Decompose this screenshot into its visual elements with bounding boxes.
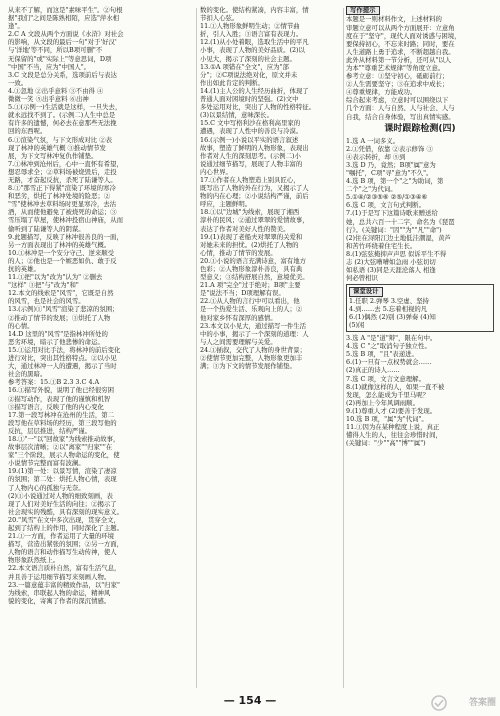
text-line: 现了林冲的英雄气概 ③推动情节发: [8, 143, 106, 152]
design-box-text: [349, 297, 491, 329]
text-line: 的影响，从文段的最后一句"对于'好汉': [8, 38, 117, 47]
text-line: 人生道路上勇于追求，不断超越自我。: [346, 47, 455, 56]
text-line: 表达了作者对美好人性的赞美。: [200, 224, 290, 233]
text-line: 参考立意：①坚守初心，砥砺前行；: [346, 72, 449, 81]
text-line: 社会的黑暗。: [8, 370, 47, 379]
text-line: 7.选 C 项，文言文意理解。: [346, 374, 425, 383]
text-line: 起到了结构上的作用，同时深化了主题。: [8, 524, 124, 532]
writing-tips-text: [346, 15, 494, 120]
text-line: 故事层次清晰；②以"离家""归家""在: [8, 443, 113, 452]
text-line: 貌的变化，寄寓了作者的深沉情感。: [8, 596, 111, 605]
text-line: 的氛围；第二处：烘托人物心情，表现: [8, 475, 117, 484]
text-line: 既写出了人物的外在行为，又揭示了人: [200, 184, 309, 193]
text-line: 为本""尊重艺术规律"等角度立意。: [346, 63, 445, 72]
text-line: "嘱托"，C项"寻"意为"不久"。: [346, 169, 433, 177]
text-line: 心情，推动了情节的发展。: [200, 248, 277, 257]
watermark-icon: [430, 695, 448, 711]
text-line: 6.选 C 项，文言句式判断。: [346, 201, 425, 210]
text-line: 3.C 文段是总分关系，选项前后与表达: [8, 70, 117, 79]
text-line: 自我，结合自身体验，写出真情实感。: [346, 112, 455, 121]
text-line: 中的小事，揭示了一个深刻的道理：人: [200, 329, 309, 338]
text-line: 抗的英雄。: [8, 265, 40, 273]
text-line: 偷听到了陆谦等人的阴谋。: [8, 224, 85, 233]
text-line: 21.A 项"完全"过于绝对；B项"主要: [200, 281, 301, 290]
text-line: 段写他在草料场的经历，第三段写他的: [8, 418, 117, 427]
text-line: 二个"之"为代词。: [346, 185, 397, 194]
text-line: 15.①运用对比手法，将林冲的前后变化: [8, 345, 121, 354]
text-line: "雪"使林冲去草料场时更显寒冷，去沽: [8, 200, 117, 209]
text-line: 志 (2)大弦嘈嘈如急雨 小弦切切: [346, 258, 436, 267]
text-line: 12.本文的线索是"风雪"，它既是自然: [8, 289, 114, 298]
text-line: 回的东西呢。: [8, 127, 47, 136]
text-line: 10.选 B 项，"属"为"代词"。: [346, 415, 428, 424]
text-line: ②使情节更加完整，人物形象更加丰: [200, 354, 303, 363]
text-line: 物形象跃然纸上。: [8, 556, 60, 565]
text-line: 11.①人物形象鲜明生动；②情节曲: [200, 22, 300, 31]
text-line: 大，通过林冲一人的遭遇，揭示了当时: [8, 362, 117, 371]
text-line: 恶劣环境，暗示了他悲惨的命运。: [8, 337, 104, 346]
text-line: 2.C A 文段从两个方面说《水浒》对社会: [8, 30, 124, 39]
text-line: 综合起来考虑，立意时可以围绕以下: [346, 96, 449, 105]
column-2: [200, 6, 340, 690]
text-line: ②推动了情节的发展；③烘托了人物: [8, 313, 111, 322]
text-line: 无路，才奋起反抗，杀死了陆谦等人。: [8, 175, 117, 184]
text-line: 反抗，层层推进，结构严谨。: [8, 426, 92, 435]
text-line: 逢"。: [8, 22, 24, 31]
text-line: 雪压塌了草屋，使林冲投宿山神庙，从而: [8, 216, 124, 225]
text-line: 20.①小说的语言充满诗意，富有地方: [200, 256, 307, 265]
text-line: 审题立意可以从两个方面展开：立意角: [346, 23, 455, 32]
text-line: 此外从材料第一节分析，还可从"以人: [346, 55, 452, 64]
text-line: 作者对人生的深刻思考。(示例二)小: [200, 151, 301, 160]
text-line: 4.选 C "之"取消句子独立性。: [346, 342, 431, 351]
text-line: 发现，怎么能成为千里马呢？: [346, 390, 430, 399]
text-line: 17.①作者在人物塑造上别具匠心，: [200, 175, 300, 184]
text-line: 4.到……去 5.忘着相视的凡: [349, 304, 428, 313]
text-line: 他对家乡怀有深厚的感情。: [200, 313, 277, 322]
text-line: 描写，营造出紧张的氛围；②另一方面，: [8, 540, 124, 549]
text-line: 9.(1)尊重人才 (2)要善于发现。: [346, 406, 437, 415]
text-line: 20."风雪"在文中多次出现，贯穿全文，: [8, 515, 120, 524]
text-line: 如私语 (3)同是天涯沦落人 相逢: [346, 266, 436, 275]
text-line: 微微一笑 ⑤出乎意料 ⑥出神: [8, 95, 89, 104]
page-number: — 154 —: [223, 694, 277, 707]
text-line: 14.(1)主人公的人生经历曲折，体现了: [200, 86, 309, 95]
text-line: ②人生需要坚守；③在追求中成长；: [346, 80, 449, 89]
text-line: 23.本文以小见大，通过描写一件生活: [200, 321, 307, 330]
section-heading: 课时跟踪检测(四): [384, 123, 456, 134]
answer-list: [346, 137, 494, 283]
text-line: 多处运用对比，突出了人物的性格特征。: [200, 103, 316, 112]
text-line: 与'洋地'等不同，所以B项可删"不: [8, 46, 103, 55]
text-line: 酒，从而使他避免了被烧死的命运；③: [8, 208, 117, 217]
text-line: 折，引人入胜；③语言富有表现力。: [200, 30, 303, 39]
answer-list-continued: [346, 334, 494, 447]
text-line: 19.(1)表现了老船夫对翠翠的关爱和: [200, 232, 303, 241]
text-line: 2.①凭借，依靠 ②表示修饰 ③: [346, 144, 433, 153]
text-line: 呼应，主题鲜明。: [200, 200, 252, 209]
text-line: 的风雪，也是社会的风雪。: [8, 297, 85, 306]
text-line: 普通人面对困境时的坚强。(2)文中: [200, 95, 299, 104]
text-line: 与人之间需要理解与关爱。: [200, 337, 277, 346]
text-line: 的心情。: [8, 321, 34, 330]
text-line: 有许多的遗憾，何必去在意那些无法挽: [8, 119, 117, 128]
text-line: 1.任职 2.弹琴 3.空虚、坚持: [349, 296, 429, 305]
text-line: 并且善于运用细节描写来刻画人物。: [8, 572, 111, 581]
text-line: 说通过细节描写，展现了人物丰富的: [200, 159, 303, 168]
text-line: 展，为下文写林冲复仇作铺垫。: [8, 151, 98, 160]
text-line: 参考答案：15.①B 2.3 3.C 4.A: [8, 378, 100, 387]
text-line: 4.选 B 项，第一个"之"为助词，第: [346, 177, 444, 186]
text-line: 12.(1)从小处着眼，选取生活中的平凡: [200, 38, 309, 47]
text-line: 几个方面：人与自然、人与社会、人与: [346, 104, 455, 113]
text-line: 是一个热爱生活、乐观向上的人；②: [200, 305, 303, 314]
text-line: 度在于"坚守"，现代人面对诱惑与困境，: [346, 31, 461, 40]
text-line: 对她未来的担忧。(2)烘托了人物的: [200, 240, 299, 249]
text-line: 行》。(关键词："因""为""凡""命"): [346, 225, 442, 234]
text-line: 和苦竹环绕着住宅生长。: [346, 241, 417, 250]
text-line: 15.C 文中写格利沙在格利高里家的: [200, 119, 301, 128]
text-line: 18.①以"边城"为线索，展现了湘西: [200, 208, 300, 217]
text-line: 小说情节完整而富有波澜。: [8, 459, 85, 468]
text-line: 作出如此肯定的判断。: [200, 78, 264, 87]
column-1: [8, 6, 194, 690]
text-line: 11.①因为在某种程度上说，真正: [346, 423, 440, 432]
text-line: 进行对比，突出其性格特点。②以小见: [8, 354, 117, 363]
text-line: 和恶劣，烘托了林冲处境的险恶；②: [8, 192, 111, 201]
text-line: 数的变化。使结构紧凑，内容丰富，情: [200, 6, 309, 14]
text-line: 想忍辱求全；②草料场被烧毁后，走投: [8, 167, 117, 176]
text-line: 就永远找不到了。(示例二)人生中总是: [8, 111, 116, 120]
text-line: 内心世界。: [200, 167, 232, 176]
text-line: ④尊重规律，方能成功。: [346, 88, 417, 97]
text-line: 社会现实的残酷，具有深刻的现实意义。: [8, 507, 124, 516]
text-line: (3)以景结情，意味深长。: [200, 111, 273, 120]
text-line: 人物的语言和动作描写生动传神，使人: [8, 548, 117, 557]
text-line: 她，总共六百一十二字，命名为《琵琶: [346, 217, 455, 226]
text-line: ②描写动作，表现了他的谨慎和机智: [8, 394, 111, 403]
text-line: 17.第一段写林冲在沧州的生活，第二: [8, 410, 115, 419]
text-line: (5)闲: [349, 321, 365, 329]
text-line: 18.①"一"以"回故家"为线索推动故事，: [8, 434, 120, 443]
text-line: (2)再加上今年风调雨顺。: [346, 398, 419, 407]
text-line: "中国"不当，应为"中国人"。: [8, 62, 91, 71]
text-line: 家"三个阶段，展示人物命运的变化，使: [8, 451, 120, 460]
text-line: 遭遇，表现了人性中的善良与冷漠。: [200, 127, 303, 136]
text-line: 3.选 A "是"道"辩"，限在句中。: [346, 334, 437, 343]
text-line: 21.①一方面，作者运用了大量的环境: [8, 532, 115, 541]
text-line: 14.D 这里的"风雪"是指林冲所处的: [8, 329, 108, 338]
text-line: 23.一篇意蕴丰富的精致作品，以"归家": [8, 580, 120, 589]
text-line: 1.选 A 一词多义。: [346, 136, 400, 145]
text-line: 故事，塑造了鲜明的人物形象，表现出: [200, 143, 309, 152]
watermark-text: 答案圈: [468, 698, 496, 708]
text-line: 7.(1)于是写下这篇诗歌来赠送给: [346, 209, 438, 218]
text-line: 分"；②C项说法绝对化，原文并未: [200, 70, 298, 79]
text-line: 22.本文语言质朴自然，富有生活气息，: [8, 564, 121, 573]
text-line: 6.(1)一旦有一点权势就会……: [346, 358, 432, 367]
design-box: [346, 284, 494, 332]
text-line: 的人；②他也是一个嫉恶如仇、敢于反: [8, 256, 117, 265]
text-line: 现了人们对美好生活的向往；②揭示了: [8, 499, 117, 508]
text-line: 8.(1)就像这样的人，如果一直不被: [346, 382, 445, 391]
text-line: 19.(1)第一处：以景写情，渲染了凄凉: [8, 467, 117, 476]
text-line: 3.选 D 乃，竟然；B项"属"意为: [346, 160, 436, 169]
text-line: 无保留的"或"实际上"等意思词，D项: [8, 54, 112, 63]
text-line: 8.(1)弦弦掩抑声声思 似诉平生不得: [346, 249, 447, 258]
column-divider: [196, 8, 197, 688]
text-line: 8.①"那雪正下得紧"渲染了环境的寒冷: [8, 184, 116, 193]
watermark-logo: [430, 694, 496, 712]
text-line: (2)①小说通过对人物的细致刻画，表: [8, 491, 113, 500]
text-line: 了人物内心的孤独与无奈。: [8, 483, 85, 492]
text-line: ④表示转折，却 ⑤到: [346, 152, 406, 161]
text-line: 13.①A 项错在"全文"，应为"部: [200, 62, 289, 71]
text-line: 5.①④/②③⑤⑥ ②⑤/①③④⑥: [346, 193, 428, 202]
text-line: 从来不了解，而这是"素味平生"。②句根: [8, 6, 123, 14]
text-line: "这样" ③把"与"改为"和": [8, 281, 79, 290]
column-divider: [343, 8, 344, 688]
text-line: 懂得人生的人，往往会珍惜时间，: [346, 431, 442, 440]
design-box-tag: 课堂设计: [349, 287, 383, 296]
text-line: 4.①忽地 ②出乎意料 ③不由得 ④: [8, 86, 104, 95]
text-line: 9.此题描写，反映了林冲很善良的一面，: [8, 232, 123, 241]
text-line: 要保持初心，不忘来时路；同时，要在: [346, 39, 455, 48]
text-line: 小事，表现了人物的美好品质。(2)以: [200, 46, 305, 55]
text-line: 型意义；③结构舒展自然，意境优美。: [200, 273, 309, 282]
text-line: 物的内在心理；②小说结构严谨，前后: [200, 192, 309, 201]
text-line: 节扣人心弦。: [200, 14, 239, 23]
text-line: 淳朴的民风；②通过翠翠的爱情故事，: [200, 216, 309, 225]
text-line: 24.①插叙，交代了人物的身世背景；: [200, 345, 307, 354]
text-line: 5.①(示例一)生活就是这样，一旦失去，: [8, 103, 122, 112]
text-line: 7.①林冲到沧州后，心中一直怀有希望，: [8, 159, 123, 168]
text-line: 10.①林冲是一个安分守己、逆来顺受: [8, 248, 115, 257]
text-line: 6.(1)偶然 (2)别 (3)弹奏 (4)知: [349, 312, 436, 321]
text-line: 6.①渲染气氛，与下文形成对比 ②表: [8, 135, 112, 144]
text-line: 满；③为下文的情节发展作铺垫。: [200, 362, 296, 371]
text-line: 何必曾相识: [346, 274, 378, 283]
text-line: 13.(示例)①"风雪"渲染了悲凉的氛围；: [8, 305, 119, 314]
text-line: 是"说法不当；D项理解有误。: [200, 289, 285, 298]
text-line: 16.①描写外貌，说明了他已经很穷困: [8, 386, 115, 395]
text-line: 16.(示例一)小说以平实的语言叙述: [200, 135, 299, 144]
text-line: 一致。: [8, 78, 28, 87]
text-line: (2)真正的诗人……: [346, 366, 400, 375]
column-3: [346, 6, 494, 690]
text-line: 22.①从人物的言行中可以看出，他: [200, 297, 300, 306]
text-line: 另一方面表现出了林冲的英雄气概。: [8, 240, 111, 249]
text-line: (关键词："少""高""博""属"): [346, 439, 426, 448]
text-line: ③描写语言，反映了他的内心变化: [8, 402, 104, 411]
text-line: 为线索，串联起人物的命运，精神风: [8, 588, 111, 597]
text-line: 据"我们"之间是陈熟相陌，应选"萍水相: [8, 14, 120, 23]
text-line: 11.①把"以为"改为"认为" ②删去: [8, 273, 103, 282]
text-line: 小见大，揭示了深刻的社会主题。: [200, 54, 296, 63]
text-line: 色彩；②人物形象淳朴善良，具有典: [200, 265, 303, 273]
text-line: (2)住在浔阳江边土地低洼潮湿，黄芦: [346, 233, 451, 242]
writing-tips-tag: 写作提示: [346, 6, 380, 15]
text-line: 5.选 B 项，"且"表递进。: [346, 350, 418, 359]
text-line: 本题是一则材料作文，上述材料的: [346, 15, 442, 24]
